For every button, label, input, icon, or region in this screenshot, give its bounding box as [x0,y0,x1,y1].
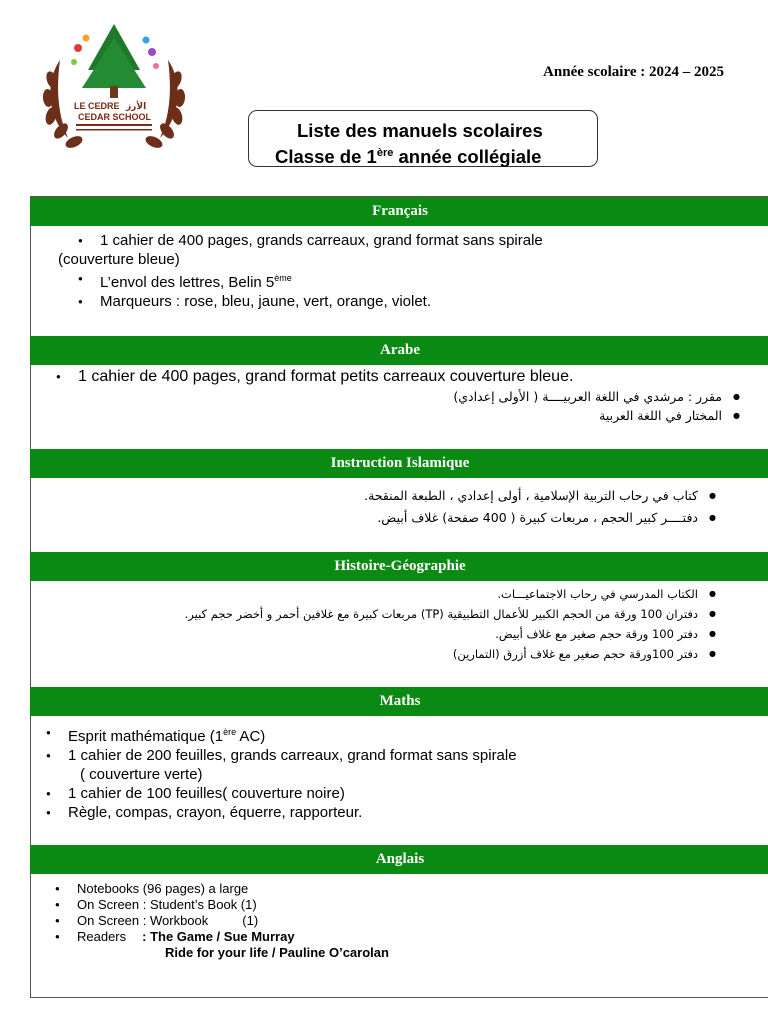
school-year: Année scolaire : 2024 – 2025 [543,64,724,80]
section-anglais [30,881,768,961]
section-francais [30,231,768,311]
list-item: ● مقرر : مرشدي في اللغة العربيــــة ( الأولى إعدادي) [30,387,722,406]
logo-text-en: CEDAR SCHOOL [78,112,152,122]
list-item: ● Règle, compas, crayon, équerre, rapporteur. [68,803,768,822]
list-item-continuation: (couverture bleue) [58,251,180,268]
list-item: ● Esprit mathématique (1ère AC) [68,723,768,746]
section-islamique [30,485,768,529]
section-header-arabe: Arabe [30,336,768,365]
list-item: ● دفتــــر كبير الحجم ، مربعات كبيرة ( 400 صفحة) غلاف أبيض. [30,507,698,529]
section-header-islamique: Instruction Islamique [30,449,768,478]
school-logo [38,20,190,158]
section-header-francais: Français [30,197,768,226]
list-item: ● Notebooks (96 pages) a large [77,881,768,897]
list-item: ● 1 cahier de 100 feuilles( couverture noire) [68,784,768,803]
list-item: ● L’envol des lettres, Belin 5ème [100,269,768,292]
section-histgeo [30,584,768,664]
title-line-1: Liste des manuels scolaires [297,120,543,141]
document-title-box [248,110,598,167]
list-item: ● Readers : The Game / Sue Murray [77,929,768,945]
list-item: ● كتاب في رحاب التربية الإسلامية ، أولى إعدادي ، الطبعة المنقحة. [30,485,698,507]
list-item: ● المختار في اللغة العربية [30,406,722,425]
list-item: ● دفتر 100ورقة حجم صغير مع غلاف أزرق (التمارين) [30,644,698,664]
section-arabe-rtl [30,387,768,425]
logo-text-fr: LE CEDRE [74,101,120,111]
section-header-maths: Maths [30,687,768,716]
section-header-anglais: Anglais [30,845,768,874]
section-header-histgeo: Histoire-Géographie [30,552,768,581]
list-item: ● On Screen : Workbook (1) [77,913,768,929]
section-arabe [30,367,768,387]
list-item: ● 1 cahier de 400 pages, grand format petits carreaux couverture bleue. [78,367,768,387]
logo-text-ar: الأرز [126,102,147,112]
list-item: ● 1 cahier de 400 pages, grands carreaux, grand format sans spirale [100,231,768,250]
list-item: ● 1 cahier de 200 feuilles, grands carreaux, grand format sans spirale [68,746,768,765]
list-item: ● دفتران 100 ورقة من الحجم الكبير للأعمال التطبيقية (TP) مربعات كبيرة مع غلافين أحمر و أخضر حجم كبير. [30,604,698,624]
list-item: ● Marqueurs : rose, bleu, jaune, vert, orange, violet. [100,292,768,311]
list-item: ● دفتر 100 ورقة حجم صغير مع غلاف أبيض. [30,624,698,644]
title-line-2: Classe de 1ère année collégiale [275,146,542,168]
list-item-continuation: Ride for your life / Pauline O’carolan [165,945,389,960]
list-item: ● الكتاب المدرسي في رحاب الاجتماعيـــات. [30,584,698,604]
list-item-continuation: ( couverture verte) [80,766,203,783]
list-item: ● On Screen : Student’s Book (1) [77,897,768,913]
section-maths [30,723,768,822]
